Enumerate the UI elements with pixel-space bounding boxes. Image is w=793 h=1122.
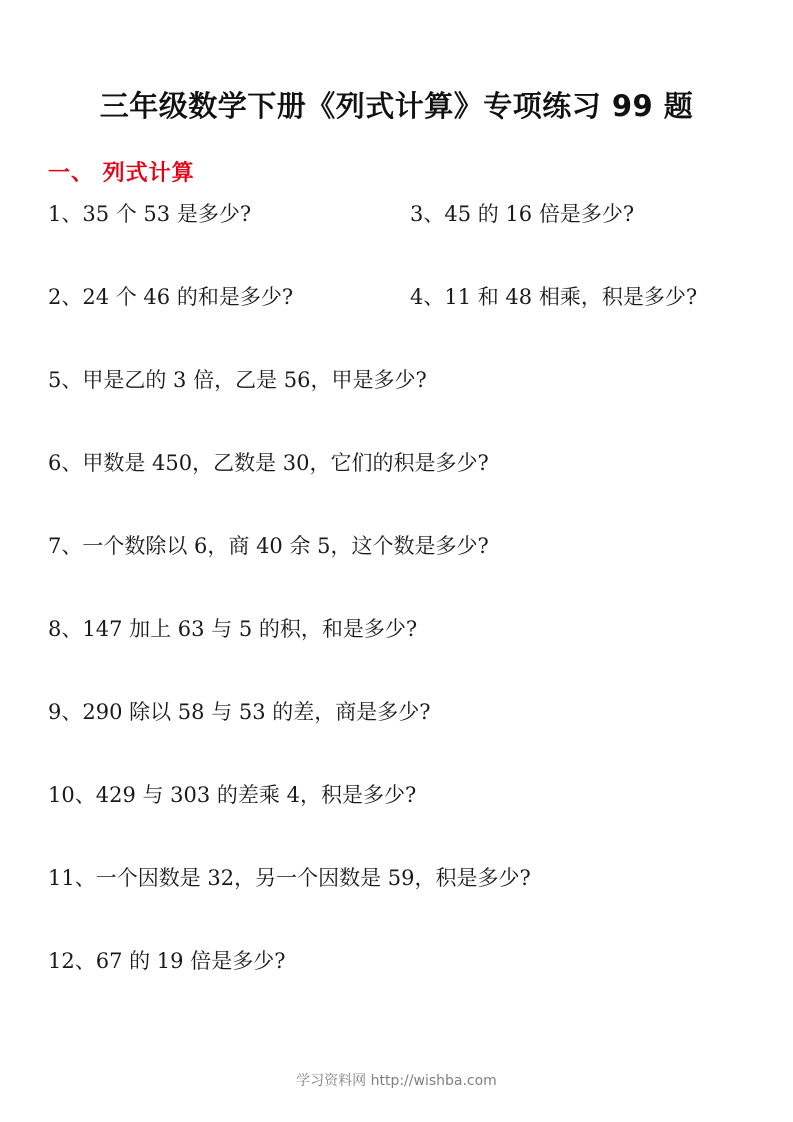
question-8: 8、147 加上 63 与 5 的积，和是多少? — [48, 617, 418, 641]
section-heading: 一、 列式计算 — [48, 161, 195, 186]
question-3: 3、45 的 16 倍是多少? — [410, 202, 635, 226]
question-11: 11、一个因数是 32，另一个因数是 59，积是多少? — [48, 866, 531, 890]
question-9: 9、290 除以 58 与 53 的差，商是多少? — [48, 700, 431, 724]
question-6: 6、甲数是 450，乙数是 30，它们的积是多少? — [48, 451, 489, 475]
question-5: 5、甲是乙的 3 倍，乙是 56，甲是多少? — [48, 368, 427, 392]
question-7: 7、一个数除以 6，商 40 余 5，这个数是多少? — [48, 534, 489, 558]
question-10: 10、429 与 303 的差乘 4，积是多少? — [48, 783, 417, 807]
question-1: 1、35 个 53 是多少? — [48, 202, 252, 226]
question-2: 2、24 个 46 的和是多少? — [48, 285, 294, 309]
question-12: 12、67 的 19 倍是多少? — [48, 949, 286, 973]
page-title: 三年级数学下册《列式计算》专项练习 99 题 — [99, 89, 694, 123]
footer-watermark: 学习资料网 http://wishba.com — [296, 1073, 497, 1089]
question-4: 4、11 和 48 相乘，积是多少? — [410, 285, 698, 309]
